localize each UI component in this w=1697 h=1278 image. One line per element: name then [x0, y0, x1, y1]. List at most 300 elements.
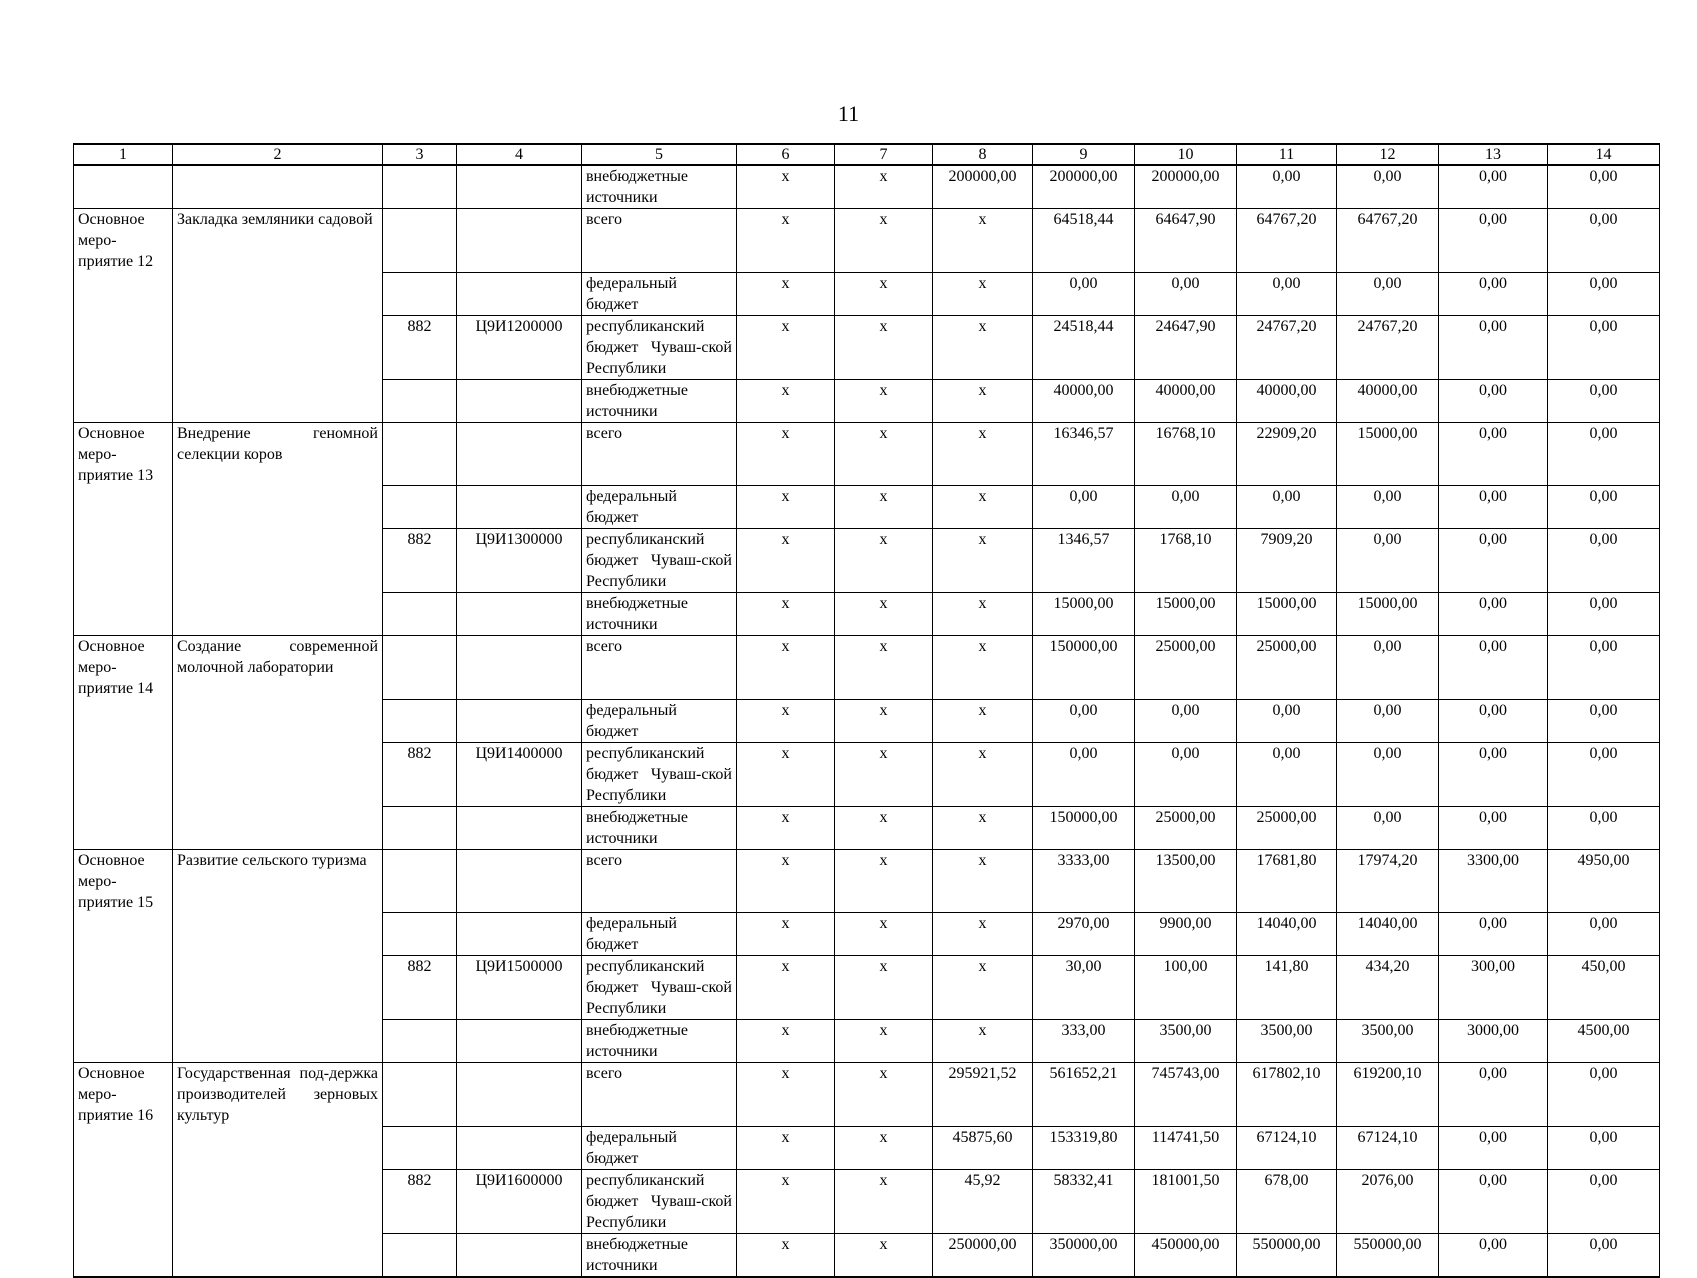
column-header: 11: [1237, 144, 1337, 165]
funding-source: внебюджетные источники: [582, 593, 737, 636]
value-cell: 0,00: [1548, 315, 1660, 379]
value-cell: 64518,44: [1033, 209, 1135, 273]
ministry-code: [383, 636, 457, 700]
value-cell: 4950,00: [1548, 849, 1660, 913]
ministry-code: 882: [383, 315, 457, 379]
budget-code: [457, 1020, 582, 1063]
budget-code: [457, 1063, 582, 1127]
ministry-code: [383, 849, 457, 913]
column-header: 9: [1033, 144, 1135, 165]
ministry-code: [383, 806, 457, 849]
value-cell: 30,00: [1033, 956, 1135, 1020]
cell-col6: х: [737, 209, 835, 273]
budget-code: [457, 1126, 582, 1169]
value-cell: 0,00: [1439, 529, 1548, 593]
budget-code: [457, 913, 582, 956]
column-header: 5: [582, 144, 737, 165]
value-cell: 4500,00: [1548, 1020, 1660, 1063]
event-name-cell: [173, 315, 383, 379]
cell-col6: х: [737, 593, 835, 636]
value-cell: 67124,10: [1237, 1126, 1337, 1169]
cell-col7: х: [835, 422, 933, 486]
value-cell: 0,00: [1439, 209, 1548, 273]
value-cell: х: [933, 806, 1033, 849]
column-header: 4: [457, 144, 582, 165]
value-cell: 3500,00: [1135, 1020, 1237, 1063]
funding-source: федеральный бюджет: [582, 272, 737, 315]
event-cell: [74, 1169, 173, 1233]
value-cell: 0,00: [1548, 486, 1660, 529]
value-cell: 9900,00: [1135, 913, 1237, 956]
event-name-cell: [173, 486, 383, 529]
cell-col6: х: [737, 165, 835, 209]
column-header: 3: [383, 144, 457, 165]
value-cell: х: [933, 849, 1033, 913]
budget-code: [457, 699, 582, 742]
value-cell: 1346,57: [1033, 529, 1135, 593]
value-cell: 0,00: [1237, 742, 1337, 806]
budget-code: [457, 272, 582, 315]
value-cell: 64767,20: [1337, 209, 1439, 273]
value-cell: 0,00: [1548, 806, 1660, 849]
event-label: Основное меро-приятие 12: [74, 209, 173, 273]
value-cell: 15000,00: [1237, 593, 1337, 636]
value-cell: х: [933, 529, 1033, 593]
value-cell: 0,00: [1237, 486, 1337, 529]
event-cell: [74, 165, 173, 209]
funding-source: федеральный бюджет: [582, 699, 737, 742]
value-cell: 250000,00: [933, 1233, 1033, 1277]
value-cell: 14040,00: [1237, 913, 1337, 956]
value-cell: 150000,00: [1033, 806, 1135, 849]
ministry-code: [383, 1126, 457, 1169]
value-cell: 45875,60: [933, 1126, 1033, 1169]
budget-code: Ц9И1600000: [457, 1169, 582, 1233]
value-cell: 678,00: [1237, 1169, 1337, 1233]
budget-code: [457, 379, 582, 422]
ministry-code: [383, 379, 457, 422]
column-number-row: [74, 144, 1660, 165]
value-cell: 0,00: [1237, 165, 1337, 209]
table-row: [74, 913, 1660, 956]
ministry-code: [383, 422, 457, 486]
cell-col6: х: [737, 1063, 835, 1127]
cell-col7: х: [835, 913, 933, 956]
value-cell: 0,00: [1439, 315, 1548, 379]
value-cell: 200000,00: [1033, 165, 1135, 209]
event-name-cell: [173, 806, 383, 849]
value-cell: 0,00: [1135, 486, 1237, 529]
value-cell: 25000,00: [1237, 636, 1337, 700]
event-name-cell: [173, 165, 383, 209]
budget-code: Ц9И1500000: [457, 956, 582, 1020]
value-cell: 0,00: [1237, 272, 1337, 315]
cell-col6: х: [737, 315, 835, 379]
event-name-cell: [173, 742, 383, 806]
column-header: 13: [1439, 144, 1548, 165]
value-cell: 64647,90: [1135, 209, 1237, 273]
table-row: [74, 1233, 1660, 1277]
budget-code: [457, 806, 582, 849]
value-cell: 550000,00: [1237, 1233, 1337, 1277]
table-row: [74, 636, 1660, 700]
value-cell: х: [933, 315, 1033, 379]
cell-col6: х: [737, 1169, 835, 1233]
page-number: 11: [837, 101, 860, 126]
value-cell: 24767,20: [1237, 315, 1337, 379]
event-label: Основное меро-приятие 13: [74, 422, 173, 486]
value-cell: 0,00: [1439, 593, 1548, 636]
value-cell: 2970,00: [1033, 913, 1135, 956]
value-cell: 0,00: [1439, 1169, 1548, 1233]
value-cell: 200000,00: [1135, 165, 1237, 209]
table-row: [74, 1169, 1660, 1233]
column-header: 14: [1548, 144, 1660, 165]
value-cell: 40000,00: [1033, 379, 1135, 422]
cell-col6: х: [737, 956, 835, 1020]
funding-source: республиканский бюджет Чуваш-ской Республики: [582, 742, 737, 806]
ministry-code: 882: [383, 529, 457, 593]
cell-col7: х: [835, 209, 933, 273]
event-label: Основное меро-приятие 16: [74, 1063, 173, 1127]
value-cell: 550000,00: [1337, 1233, 1439, 1277]
value-cell: 40000,00: [1237, 379, 1337, 422]
ministry-code: [383, 913, 457, 956]
value-cell: 25000,00: [1237, 806, 1337, 849]
funding-source: всего: [582, 1063, 737, 1127]
event-name-cell: [173, 1020, 383, 1063]
cell-col7: х: [835, 806, 933, 849]
column-header: 10: [1135, 144, 1237, 165]
value-cell: 0,00: [1337, 742, 1439, 806]
funding-source: внебюджетные источники: [582, 1233, 737, 1277]
event-name-cell: [173, 913, 383, 956]
table-row: [74, 422, 1660, 486]
ministry-code: 882: [383, 956, 457, 1020]
value-cell: 0,00: [1033, 742, 1135, 806]
value-cell: 0,00: [1439, 806, 1548, 849]
value-cell: 0,00: [1439, 1126, 1548, 1169]
value-cell: 0,00: [1439, 272, 1548, 315]
cell-col7: х: [835, 742, 933, 806]
table-row: [74, 1020, 1660, 1063]
table-row: [74, 165, 1660, 209]
value-cell: 0,00: [1548, 272, 1660, 315]
table-row: [74, 699, 1660, 742]
event-label: Основное меро-приятие 15: [74, 849, 173, 913]
budget-code: [457, 849, 582, 913]
event-cell: [74, 1020, 173, 1063]
value-cell: 2076,00: [1337, 1169, 1439, 1233]
cell-col6: х: [737, 379, 835, 422]
table-row: [74, 956, 1660, 1020]
cell-col7: х: [835, 315, 933, 379]
value-cell: 0,00: [1337, 636, 1439, 700]
value-cell: 3500,00: [1237, 1020, 1337, 1063]
value-cell: 3333,00: [1033, 849, 1135, 913]
value-cell: х: [933, 272, 1033, 315]
ministry-code: [383, 1063, 457, 1127]
value-cell: х: [933, 636, 1033, 700]
ministry-code: 882: [383, 742, 457, 806]
value-cell: 0,00: [1548, 529, 1660, 593]
value-cell: 295921,52: [933, 1063, 1033, 1127]
cell-col7: х: [835, 956, 933, 1020]
value-cell: 0,00: [1237, 699, 1337, 742]
value-cell: 0,00: [1548, 422, 1660, 486]
value-cell: 0,00: [1337, 806, 1439, 849]
funding-source: внебюджетные источники: [582, 379, 737, 422]
value-cell: 0,00: [1548, 742, 1660, 806]
event-name-cell: [173, 956, 383, 1020]
value-cell: 24767,20: [1337, 315, 1439, 379]
event-cell: [74, 379, 173, 422]
event-name: Внедрение геномной селекции коров: [173, 422, 383, 486]
budget-code: [457, 593, 582, 636]
cell-col6: х: [737, 272, 835, 315]
ministry-code: [383, 1020, 457, 1063]
value-cell: 0,00: [1439, 1063, 1548, 1127]
event-cell: [74, 956, 173, 1020]
cell-col4: [457, 165, 582, 209]
column-header: 2: [173, 144, 383, 165]
event-name: Создание современной молочной лаборатории: [173, 636, 383, 700]
value-cell: 14040,00: [1337, 913, 1439, 956]
cell-col7: х: [835, 593, 933, 636]
table-row: [74, 1063, 1660, 1127]
event-name: Государственная под-держка производителей зерновых культур: [173, 1063, 383, 1127]
table-row: [74, 742, 1660, 806]
cell-col6: х: [737, 806, 835, 849]
value-cell: 0,00: [1548, 379, 1660, 422]
cell-col7: х: [835, 1020, 933, 1063]
value-cell: х: [933, 1020, 1033, 1063]
funding-source: республиканский бюджет Чуваш-ской Республики: [582, 315, 737, 379]
value-cell: 0,00: [1033, 486, 1135, 529]
cell-col7: х: [835, 849, 933, 913]
value-cell: 617802,10: [1237, 1063, 1337, 1127]
event-label: Основное меро-приятие 14: [74, 636, 173, 700]
value-cell: х: [933, 379, 1033, 422]
budget-code: [457, 422, 582, 486]
value-cell: 0,00: [1548, 1126, 1660, 1169]
cell-col6: х: [737, 913, 835, 956]
value-cell: 150000,00: [1033, 636, 1135, 700]
value-cell: х: [933, 742, 1033, 806]
value-cell: 0,00: [1135, 272, 1237, 315]
cell-col6: х: [737, 636, 835, 700]
event-name-cell: [173, 699, 383, 742]
cell-col6: х: [737, 699, 835, 742]
value-cell: 0,00: [1548, 209, 1660, 273]
event-name-cell: [173, 1169, 383, 1233]
table-row: [74, 1126, 1660, 1169]
value-cell: 745743,00: [1135, 1063, 1237, 1127]
value-cell: 350000,00: [1033, 1233, 1135, 1277]
budget-code: Ц9И1200000: [457, 315, 582, 379]
event-name-cell: [173, 272, 383, 315]
table-row: [74, 593, 1660, 636]
cell-col7: х: [835, 636, 933, 700]
value-cell: 450,00: [1548, 956, 1660, 1020]
value-cell: 15000,00: [1135, 593, 1237, 636]
event-cell: [74, 806, 173, 849]
value-cell: 0,00: [1439, 165, 1548, 209]
cell-col7: х: [835, 1126, 933, 1169]
cell-col3: [383, 165, 457, 209]
value-cell: х: [933, 209, 1033, 273]
value-cell: х: [933, 593, 1033, 636]
funding-source: внебюджетные источники: [582, 1020, 737, 1063]
cell-col6: х: [737, 1020, 835, 1063]
value-cell: 0,00: [1548, 1169, 1660, 1233]
cell-col7: х: [835, 272, 933, 315]
value-cell: 0,00: [1548, 165, 1660, 209]
event-cell: [74, 742, 173, 806]
cell-col6: х: [737, 742, 835, 806]
event-cell: [74, 486, 173, 529]
value-cell: 450000,00: [1135, 1233, 1237, 1277]
cell-col7: х: [835, 1233, 933, 1277]
value-cell: 0,00: [1337, 699, 1439, 742]
cell-col7: х: [835, 1169, 933, 1233]
budget-code: [457, 636, 582, 700]
value-cell: 0,00: [1548, 913, 1660, 956]
value-cell: 0,00: [1439, 1233, 1548, 1277]
cell-col7: х: [835, 529, 933, 593]
funding-source: всего: [582, 636, 737, 700]
cell-col7: х: [835, 165, 933, 209]
ministry-code: [383, 699, 457, 742]
value-cell: 3000,00: [1439, 1020, 1548, 1063]
cell-col6: х: [737, 422, 835, 486]
value-cell: 64767,20: [1237, 209, 1337, 273]
budget-table: [73, 143, 1660, 1278]
value-cell: 25000,00: [1135, 806, 1237, 849]
table-row: [74, 806, 1660, 849]
funding-source: всего: [582, 422, 737, 486]
value-cell: 40000,00: [1135, 379, 1237, 422]
value-cell: 24647,90: [1135, 315, 1237, 379]
value-cell: 0,00: [1439, 379, 1548, 422]
cell-col6: х: [737, 529, 835, 593]
budget-code: Ц9И1400000: [457, 742, 582, 806]
value-cell: 0,00: [1548, 1233, 1660, 1277]
budget-code: [457, 1233, 582, 1277]
value-cell: 0,00: [1033, 272, 1135, 315]
event-cell: [74, 1126, 173, 1169]
event-name-cell: [173, 593, 383, 636]
value-cell: 15000,00: [1033, 593, 1135, 636]
value-cell: 0,00: [1548, 1063, 1660, 1127]
value-cell: 0,00: [1548, 593, 1660, 636]
ministry-code: [383, 1233, 457, 1277]
value-cell: 58332,41: [1033, 1169, 1135, 1233]
value-cell: 22909,20: [1237, 422, 1337, 486]
value-cell: 561652,21: [1033, 1063, 1135, 1127]
value-cell: 25000,00: [1135, 636, 1237, 700]
value-cell: 45,92: [933, 1169, 1033, 1233]
value-cell: х: [933, 913, 1033, 956]
budget-code: [457, 209, 582, 273]
ministry-code: [383, 486, 457, 529]
cell-col7: х: [835, 379, 933, 422]
ministry-code: [383, 272, 457, 315]
event-name-cell: [173, 1126, 383, 1169]
value-cell: 0,00: [1337, 529, 1439, 593]
column-header: 7: [835, 144, 933, 165]
funding-source: республиканский бюджет Чуваш-ской Республики: [582, 1169, 737, 1233]
column-header: 1: [74, 144, 173, 165]
value-cell: 0,00: [1337, 486, 1439, 529]
ministry-code: [383, 593, 457, 636]
event-name-cell: [173, 1233, 383, 1277]
value-cell: 333,00: [1033, 1020, 1135, 1063]
value-cell: х: [933, 422, 1033, 486]
value-cell: 0,00: [1135, 742, 1237, 806]
funding-source: федеральный бюджет: [582, 1126, 737, 1169]
table-row: [74, 379, 1660, 422]
value-cell: х: [933, 956, 1033, 1020]
value-cell: 0,00: [1439, 742, 1548, 806]
column-header: 6: [737, 144, 835, 165]
cell-col7: х: [835, 1063, 933, 1127]
column-header: 12: [1337, 144, 1439, 165]
value-cell: 0,00: [1439, 486, 1548, 529]
value-cell: 0,00: [1439, 422, 1548, 486]
event-cell: [74, 272, 173, 315]
value-cell: 40000,00: [1337, 379, 1439, 422]
value-cell: 16768,10: [1135, 422, 1237, 486]
value-cell: 15000,00: [1337, 422, 1439, 486]
event-cell: [74, 1233, 173, 1277]
funding-source: всего: [582, 209, 737, 273]
cell-col7: х: [835, 699, 933, 742]
value-cell: 0,00: [1439, 636, 1548, 700]
value-cell: 24518,44: [1033, 315, 1135, 379]
ministry-code: 882: [383, 1169, 457, 1233]
table-row: [74, 315, 1660, 379]
value-cell: 0,00: [1548, 636, 1660, 700]
value-cell: 619200,10: [1337, 1063, 1439, 1127]
value-cell: х: [933, 486, 1033, 529]
table-row: [74, 849, 1660, 913]
value-cell: 3500,00: [1337, 1020, 1439, 1063]
table-row: [74, 486, 1660, 529]
column-header: 8: [933, 144, 1033, 165]
funding-source: федеральный бюджет: [582, 486, 737, 529]
value-cell: 0,00: [1337, 165, 1439, 209]
value-cell: 200000,00: [933, 165, 1033, 209]
event-name: Закладка земляники садовой: [173, 209, 383, 273]
value-cell: х: [933, 699, 1033, 742]
value-cell: 141,80: [1237, 956, 1337, 1020]
value-cell: 67124,10: [1337, 1126, 1439, 1169]
value-cell: 16346,57: [1033, 422, 1135, 486]
value-cell: 17681,80: [1237, 849, 1337, 913]
value-cell: 1768,10: [1135, 529, 1237, 593]
budget-code: Ц9И1300000: [457, 529, 582, 593]
funding-source: федеральный бюджет: [582, 913, 737, 956]
value-cell: 153319,80: [1033, 1126, 1135, 1169]
value-cell: 3300,00: [1439, 849, 1548, 913]
value-cell: 0,00: [1548, 699, 1660, 742]
event-name-cell: [173, 529, 383, 593]
value-cell: 17974,20: [1337, 849, 1439, 913]
table-row: [74, 209, 1660, 273]
event-name-cell: [173, 379, 383, 422]
value-cell: 0,00: [1439, 699, 1548, 742]
